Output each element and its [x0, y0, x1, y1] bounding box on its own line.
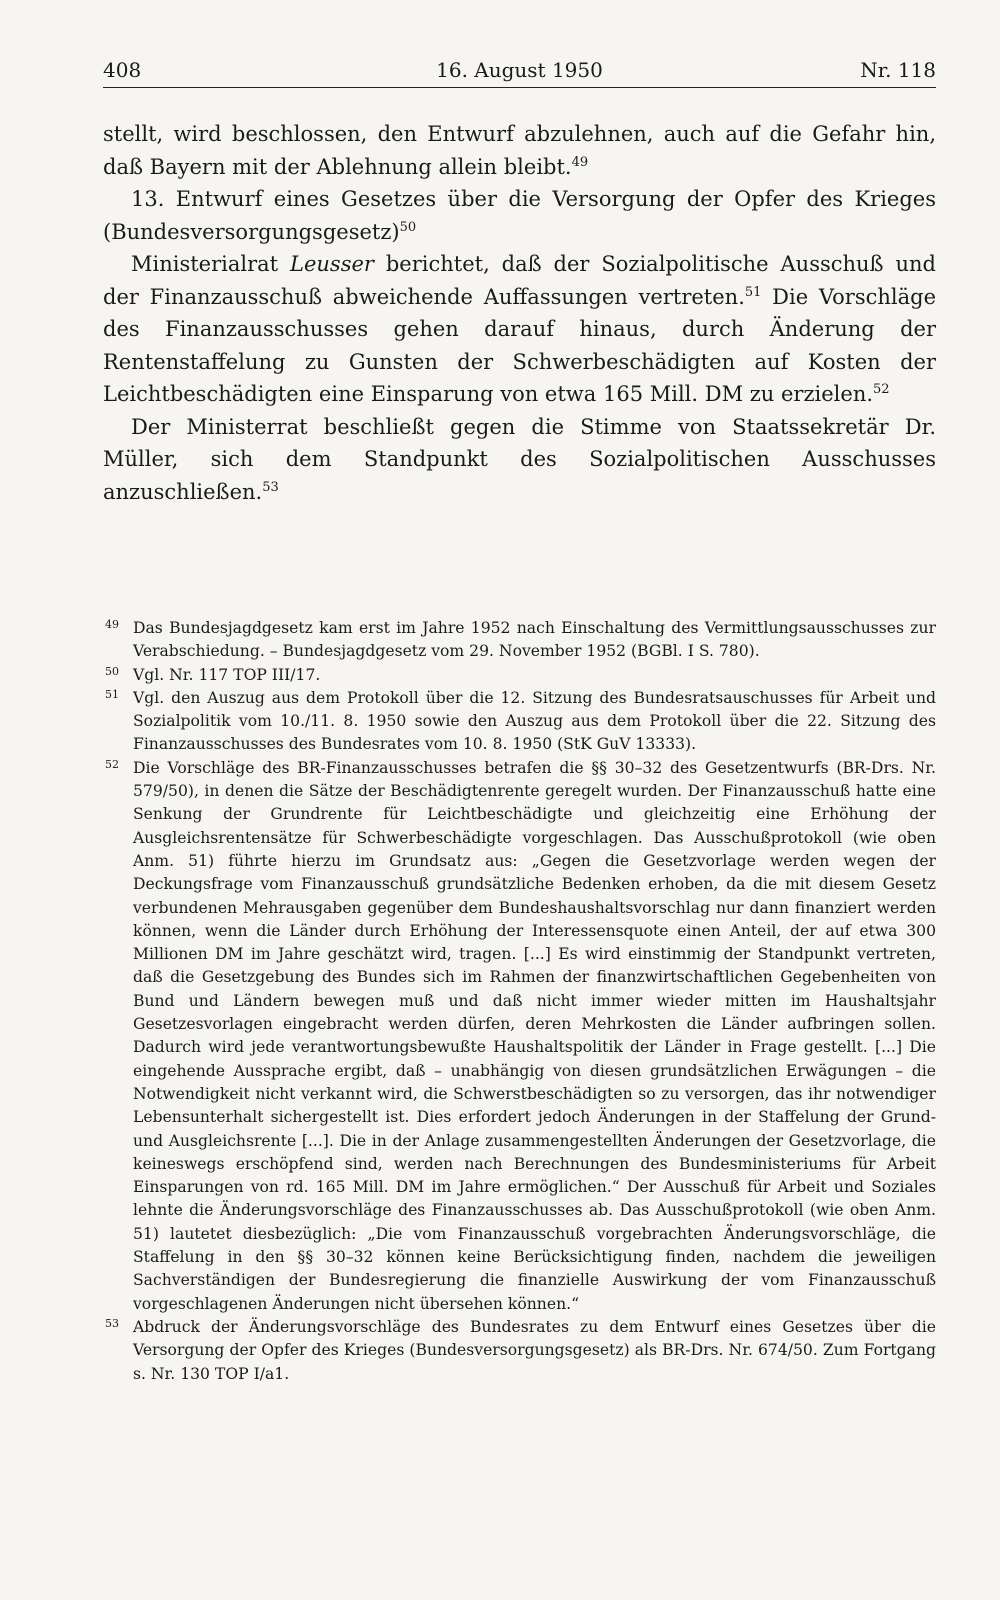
footnotes: [103, 617, 936, 1386]
paragraph-report: [103, 248, 936, 411]
main-text: [103, 118, 936, 508]
paragraph-decision: [103, 411, 936, 509]
page-number: 408: [103, 58, 142, 82]
footnote-number: 50: [105, 664, 119, 678]
footnote-ref: 50: [399, 219, 417, 235]
agenda-item-heading: [103, 183, 936, 248]
person-name: Leusser: [290, 252, 374, 276]
footnote: [103, 664, 936, 687]
footnote-text: Abdruck der Änderungsvorschläge des Bundesrates zu dem Entwurf eines Gesetzes über die Versorgung der Opfer des Krieges (Bundesversorgungsgesetz) als BR-Drs. Nr. 674/50. Zum Fortgang s. Nr. 130 TOP I/a1.: [133, 1317, 936, 1383]
agenda-item-title: 13. Entwurf eines Gesetzes über die Versorgung der Opfer des Krieges (Bundesversorgungsgesetz): [103, 187, 936, 244]
header-issue-number: Nr. 118: [860, 58, 936, 82]
footnote-ref: 52: [873, 382, 890, 397]
footnote-ref: 49: [571, 154, 589, 170]
paragraph-text: Ministerialrat: [131, 252, 291, 276]
footnote-text: Vgl. den Auszug aus dem Protokoll über die 12. Sitzung des Bundesratsauschusses für Arbeit und Sozialpolitik vom 10./11. 8. 1950 sowie den Auszug aus dem Protokoll über die 22. Sitzung des Finanzausschusses des Bundesrates vom 10. 8. 1950 (StK GuV 13333).: [133, 688, 936, 754]
header-date: 16. August 1950: [436, 58, 603, 82]
paragraph-continuation: [103, 118, 936, 183]
footnote-ref: 51: [744, 284, 762, 300]
running-header: [103, 52, 936, 88]
header-rule: [103, 87, 936, 88]
footnote: [103, 757, 936, 1316]
paragraph-text: berichtet, daß der Sozialpolitische Ausschuß und der Finanzausschuß abweichende Auffassungen vertreten.: [103, 252, 936, 309]
paragraph-text: Die Vorschläge des Finanzausschusses gehen darauf hinaus, durch Änderung der Rentenstaffelung zu Gunsten der Schwerbeschädigten auf Kosten der Leichtbeschädigten eine Einsparung von etwa 165 Mill. DM zu erzielen.: [103, 284, 936, 406]
footnote-number: 52: [105, 757, 119, 771]
footnote: [103, 617, 936, 664]
footnote-ref: 53: [262, 479, 279, 495]
footnote-text: Vgl. Nr. 117 TOP III/17.: [133, 665, 321, 684]
footnote-number: 53: [105, 1316, 119, 1330]
paragraph-text: stellt, wird beschlossen, den Entwurf abzulehnen, auch auf die Gefahr hin, daß Bayern mit der Ablehnung allein bleibt.: [103, 122, 936, 179]
footnote: [103, 687, 936, 757]
footnote-text: Das Bundesjagdgesetz kam erst im Jahre 1952 nach Einschaltung des Vermittlungsausschusses zur Verabschiedung. – Bundesjagdgesetz vom 29. November 1952 (BGBl. I S. 780).: [133, 619, 936, 661]
footnote-number: 49: [105, 618, 119, 631]
footnote: [103, 1316, 936, 1386]
footnote-number: 51: [105, 687, 119, 701]
footnote-text: Die Vorschläge des BR-Finanzausschusses betrafen die §§ 30–32 des Gesetzentwurfs (BR-Drs. Nr. 579/50), in denen die Sätze der Beschädigtenrente geregelt wurden. Der Finanzausschuß hatte eine Senkung der Grundrente für Leichtbeschädigte und gleichzeitig eine Erhöhung der Ausgleichsrentensätze für Schwerbeschädigte vorgeschlagen. Das Ausschußprotokoll (wie oben Anm. 51) führte hierzu im Grundsatz aus: „Gegen die Gesetzvorlage werden wegen der Deckungsfrage vom Finanzausschuß grundsätzliche Bedenken erhoben, da die mit diesem Gesetz verbundenen Mehrausgaben gegenüber dem Bundeshaushaltsvorschlag nur dann finanziert werden können, wenn die Länder durch Erhöhung der Interessensquote einen Anteil, der auf etwa 300 Millionen DM im Jahre geschätzt wird, tragen. [...] Es wird einstimmig der Standpunkt vertreten, daß die Gesetzgebung des Bundes sich im Rahmen der finanzwirtschaftlichen Gegebenheiten von Bund und Ländern bewegen muß und daß nicht immer wieder mitten im Haushaltsjahr Gesetzesvorlagen eingebracht werden dürfen, deren Mehrkosten die Länder aufbringen sollen. Dadurch wird jede verantwortungsbewußte Haushaltspolitik der Länder in Frage gestellt. [...] Die eingehende Aussprache ergibt, daß – unabhängig von diesen grundsätzlichen Erwägungen – die Notwendigkeit nicht verkannt wird, die Schwerstbeschädigten so zu versorgen, das ihr notwendiger Lebensunterhalt sichergestellt ist. Dies erfordert jedoch Änderungen in der Staffelung der Grund- und Ausgleichsrente [...]. Die in der Anlage zusammengestellten Änderungen der Gesetzvorlage, die keineswegs erschöpfend sind, werden nach Berechnungen des Bundesministeriums für Arbeit Einsparungen von rd. 165 Mill. DM im Jahre ermöglichen.“ Der Ausschuß für Arbeit und Soziales lehnte die Änderungsvorschläge des Finanzausschusses ab. Das Ausschußprotokoll (wie oben Anm. 51) lautetet diesbezüglich: „Die vom Finanzausschuß vorgebrachten Änderungsvorschläge, die Staffelung in den §§ 30–32 können keine Berücksichtigung finden, nachdem die jeweiligen Sachverständigen der Bundesregierung die finanzielle Auswirkung der vom Finanzausschuß vorgeschlagenen Änderungen nicht übersehen können.“: [133, 758, 936, 1313]
paragraph-text: Der Ministerrat beschließt gegen die Stimme von Staatssekretär Dr. Müller, sich dem Standpunkt des Sozialpolitischen Ausschusses anzuschließen.: [103, 414, 936, 504]
